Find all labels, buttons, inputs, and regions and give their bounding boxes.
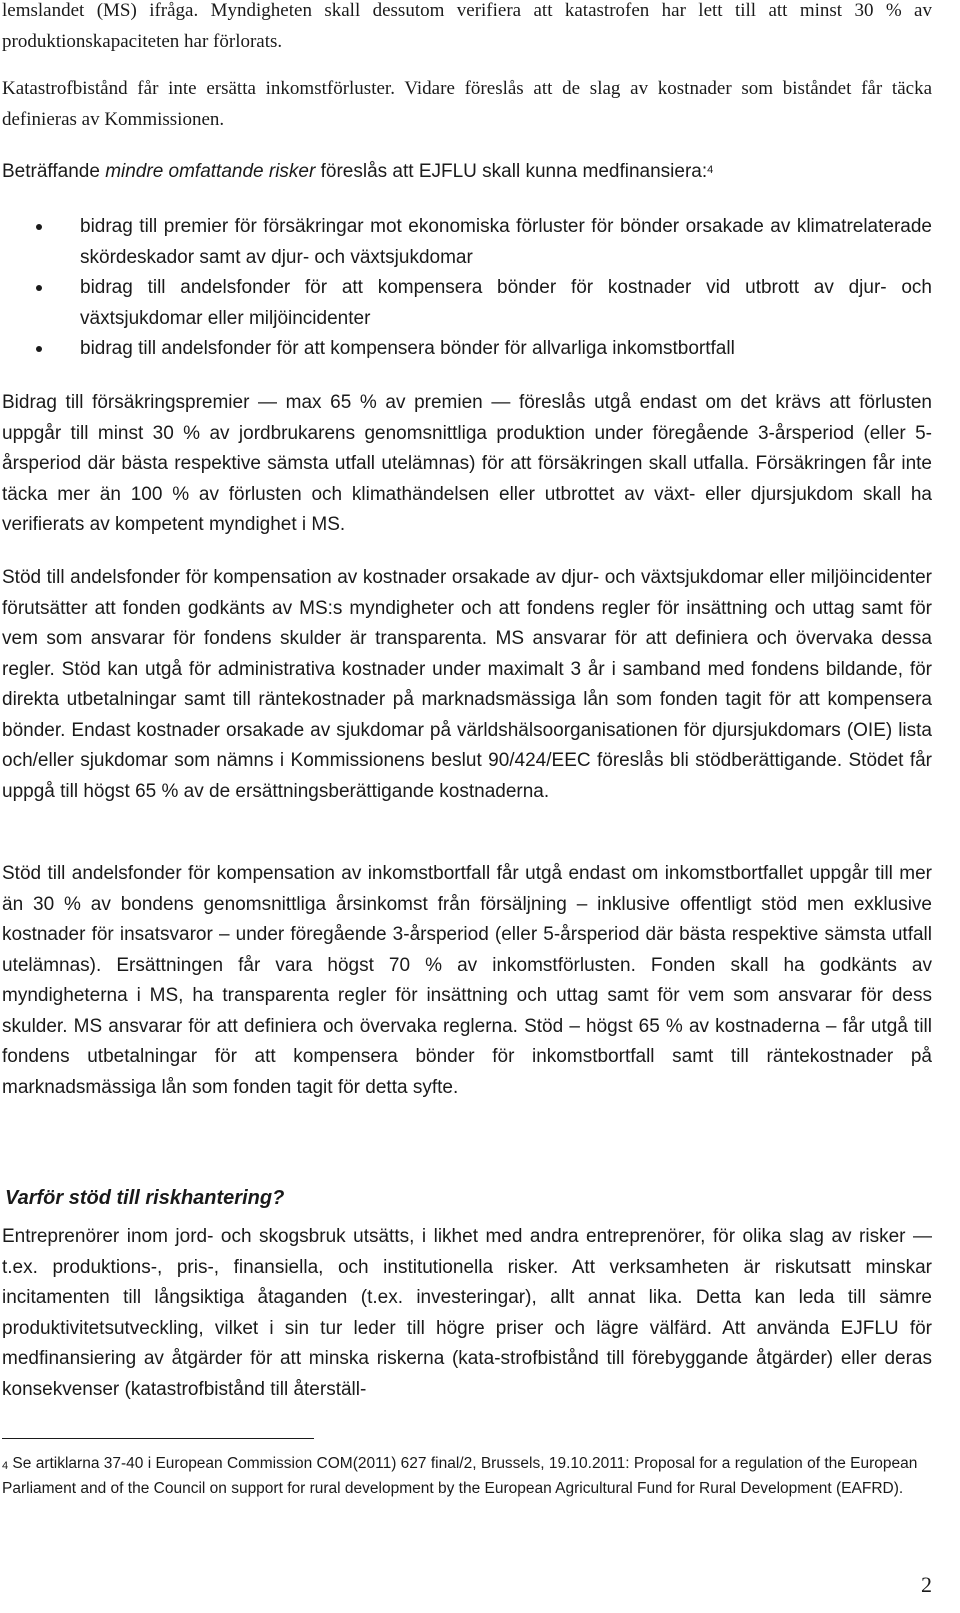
paragraph-katastrofbistand: Katastrofbistånd får inte ersätta inkomstförluster. Vidare föreslås att de slag av kostnader som biståndet får täcka definieras av Kommissionen. [2, 78, 932, 130]
paragraph-intro-continuation: lemslandet (MS) ifråga. Myndigheten skall dessutom verifiera att katastrofen har lett till att minst 30 % av produktionskapaciteten har förlorats. [2, 0, 932, 52]
footnote-divider [2, 1438, 314, 1439]
bullet-list [2, 212, 932, 365]
paragraph-forsakringspremier: Bidrag till försäkringspremier — max 65 % av premien — föreslås utgå endast om det krävs att förlusten uppgår till minst 30 % av jordbrukarens genomsnittliga produktion under föregående 3-årsperiod (eller 5-årsperiod där bästa respektive sämsta utfall utelämnas) för att försäkringen skall utfalla. Försäkringen får inte täcka mer än 100 % av förlusten och klimathändelsen eller utbrottet av växt- eller djursjukdom skall ha verifierats av kompetent myndighet i MS. [2, 392, 932, 535]
footnote-text: Se artiklarna 37-40 i European Commission COM(2011) 627 final/2, Brussels, 19.10.2011: Proposal for a regulation of the European Parliament and of the Council on support for rural development by the European Agricultural Fund for Rural Development (EAFRD). [2, 1455, 918, 1497]
footnote-number: 4 [2, 1460, 9, 1472]
list-item [2, 273, 932, 334]
list-item [2, 212, 932, 273]
page-number: 2 [921, 1572, 932, 1597]
bullet-icon [36, 224, 42, 230]
paragraph-entreprenorer: Entreprenörer inom jord- och skogsbruk utsätts, i likhet med andra entreprenörer, för olika slag av risker — t.ex. produktions-, pris-, finansiella, och institutionella risker. Att verksamheten är riskutsatt minskar incitamenten till långsiktiga åtaganden (t.ex. investeringar), allt annat lika. Detta kan leda till sämre produktivitetsutveckling, vilket i sin tur leder till högre priser och lägre välfärd. Att använda EJFLU för medfinansiering av åtgärder för att minska riskerna (kata-strofbistånd till förebyggande åtgärder) eller deras konsekvenser (katastrofbistånd till återställ- [2, 1226, 932, 1400]
list-item [2, 334, 932, 365]
paragraph-mindre-risker-tail: föreslås att EJFLU skall kunna medfinansiera: [315, 161, 708, 182]
paragraph-mindre-risker-emphasis: mindre omfattande risker [105, 161, 316, 182]
list-item-text: bidrag till andelsfonder för att kompensera bönder för allvarliga inkomstbortfall [80, 338, 735, 359]
bullet-icon [36, 285, 42, 291]
bullet-icon [36, 346, 42, 352]
list-item-text: bidrag till andelsfonder för att kompensera bönder för kostnader vid utbrott av djur- och växtsjukdomar eller miljöincidenter [80, 277, 932, 329]
list-item-text: bidrag till premier för försäkringar mot ekonomiska förluster för bönder orsakade av klimatrelaterade skördeskador samt av djur- och växtsjukdomar [80, 216, 932, 268]
paragraph-mindre-risker-lead: Beträffande [2, 161, 106, 182]
paragraph-andelsfonder-inkomstbortfall: Stöd till andelsfonder för kompensation av inkomstbortfall får utgå endast om inkomstbortfallet uppgår till mer än 30 % av bondens genomsnittliga årsinkomst från försäljning – inklusive offentligt stöd men exklusive kostnader för insatsvaror – under föregående 3-årsperiod (eller 5-årsperiod där bästa respektive sämsta utfall utelämnas). Ersättningen får vara högst 70 % av inkomstförlusten. Fonden skall ha godkänts av myndigheterna i MS, ha transparenta regler för insättning och uttag samt för vem som ansvarar för dess skulder. MS ansvarar för att definiera och övervaka reglerna. Stöd – högst 65 % av kostnaderna – får utgå till fondens utbetalningar för att kompensera bönder för inkomstbortfall samt till räntekostnader på marknadsmässiga lån som fonden tagit för detta syfte. [2, 863, 932, 1098]
footnote [2, 1452, 934, 1501]
footnote-reference[interactable]: 4 [707, 164, 714, 176]
paragraph-andelsfonder-kostnader: Stöd till andelsfonder för kompensation av kostnader orsakade av djur- och växtsjukdomar eller miljöincidenter förutsätter att fonden godkänts av MS:s myndigheter och att fondens regler för insättning och uttag samt för vem som ansvarar för fondens skulder är transparenta. MS ansvarar för att definiera och övervaka dessa regler. Stöd kan utgå för administrativa kostnader under maximalt 3 år i samband med fondens bildande, för direkta utbetalningar samt till räntekostnader på marknadsmässiga lån som fonden tagit för att kompensera bönder. Endast kostnader orsakade av sjukdomar på världshälsoorganisationen för djursjukdomars (OIE) lista och/eller sjukdomar som nämns i Kommissionens beslut 90/424/EEC föreslås bli stödberättigande. Stödet får uppgå till högst 65 % av de ersättningsberättigande kostnaderna. [2, 567, 932, 802]
paragraph-mindre-risker [2, 157, 932, 188]
section-heading: Varför stöd till riskhantering? [5, 1187, 285, 1209]
